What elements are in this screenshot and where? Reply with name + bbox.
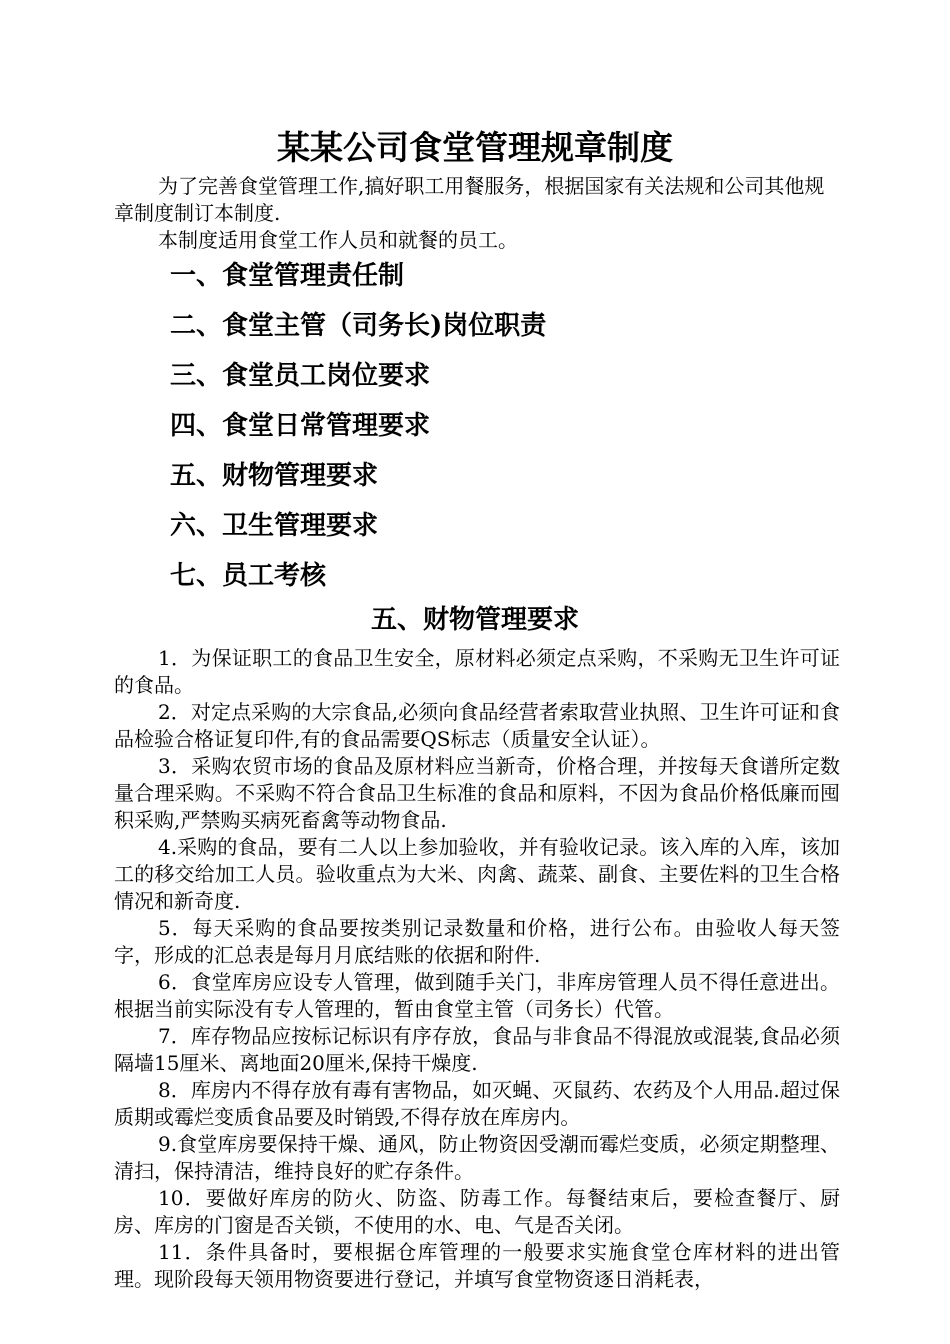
rule-item: 10．要做好库房的防火、防盗、防毒工作。每餐结束后，要检查餐厅、厨房、库房的门窗是否关锁，不使用的水、电、气是否关闭。 [114,1186,840,1237]
toc-item: 一、食堂管理责任制 [170,261,405,291]
rule-item: 4.采购的食品，要有二人以上参加验收，并有验收记录。该入库的入库，该加工的移交给加工人员。验收重点为大米、肉禽、蔬菜、副食、主要佐料的卫生合格情况和新奇度. [114,835,840,913]
rule-item: 6．食堂库房应设专人管理，做到随手关门，非库房管理人员不得任意进出。根据当前实际没有专人管理的，暂由食堂主管（司务长）代管。 [114,970,840,1021]
toc-item: 六、卫生管理要求 [170,511,379,541]
rule-item: 2．对定点采购的大宗食品,必须向食品经营者索取营业执照、卫生许可证和食品检验合格证复印件,有的食品需要QS标志（质量安全认证）。 [114,700,840,751]
rule-item: 3．采购农贸市场的食品及原材料应当新奇，价格合理，并按每天食谱所定数量合理采购。不采购不符合食品卫生标准的食品和原料，不因为食品价格低廉而囤积采购,严禁购买病死畜禽等动物食品. [114,754,840,832]
document-title: 某某公司食堂管理规章制度 [277,128,673,167]
rule-item: 5．每天采购的食品要按类别记录数量和价格，进行公布。由验收人每天签字，形成的汇总表是每月月底结账的依据和附件. [114,916,840,967]
rule-item: 7．库存物品应按标记标识有序存放，食品与非食品不得混放或混装,食品必须隔墙15厘米、离地面20厘米,保持干燥度. [114,1024,840,1075]
intro-paragraph-purpose: 为了完善食堂管理工作,搞好职工用餐服务，根据国家有关法规和公司其他规章制度制订本制度. [114,174,825,225]
table-of-contents [170,251,546,601]
rule-item: 9.食堂库房要保持干燥、通风，防止物资因受潮而霉烂变质，必须定期整理、清扫，保持清洁，维持良好的贮存条件。 [114,1132,840,1183]
rule-item: 1．为保证职工的食品卫生安全，原材料必须定点采购，不采购无卫生许可证的食品。 [114,646,840,697]
section-title: 五、财物管理要求 [370,605,579,635]
toc-item: 七、员工考核 [170,561,327,591]
toc-item: 五、财物管理要求 [170,461,379,491]
rule-item: 8．库房内不得存放有毒有害物品，如灭蝇、灭鼠药、农药及个人用品.超过保质期或霉烂变质食品要及时销毁,不得存放在库房内。 [114,1078,840,1129]
section-items [114,645,840,1293]
toc-item: 二、食堂主管（司务长)岗位职责 [170,311,547,341]
rule-item: 11．条件具备时，要根据仓库管理的一般要求实施食堂仓库材料的进出管理。现阶段每天领用物资要进行登记，并填写食堂物资逐日消耗表， [114,1240,840,1291]
toc-item: 四、食堂日常管理要求 [170,411,431,441]
toc-item: 三、食堂员工岗位要求 [170,361,431,391]
intro-paragraph-scope: 本制度适用食堂工作人员和就餐的员工。 [158,228,518,252]
